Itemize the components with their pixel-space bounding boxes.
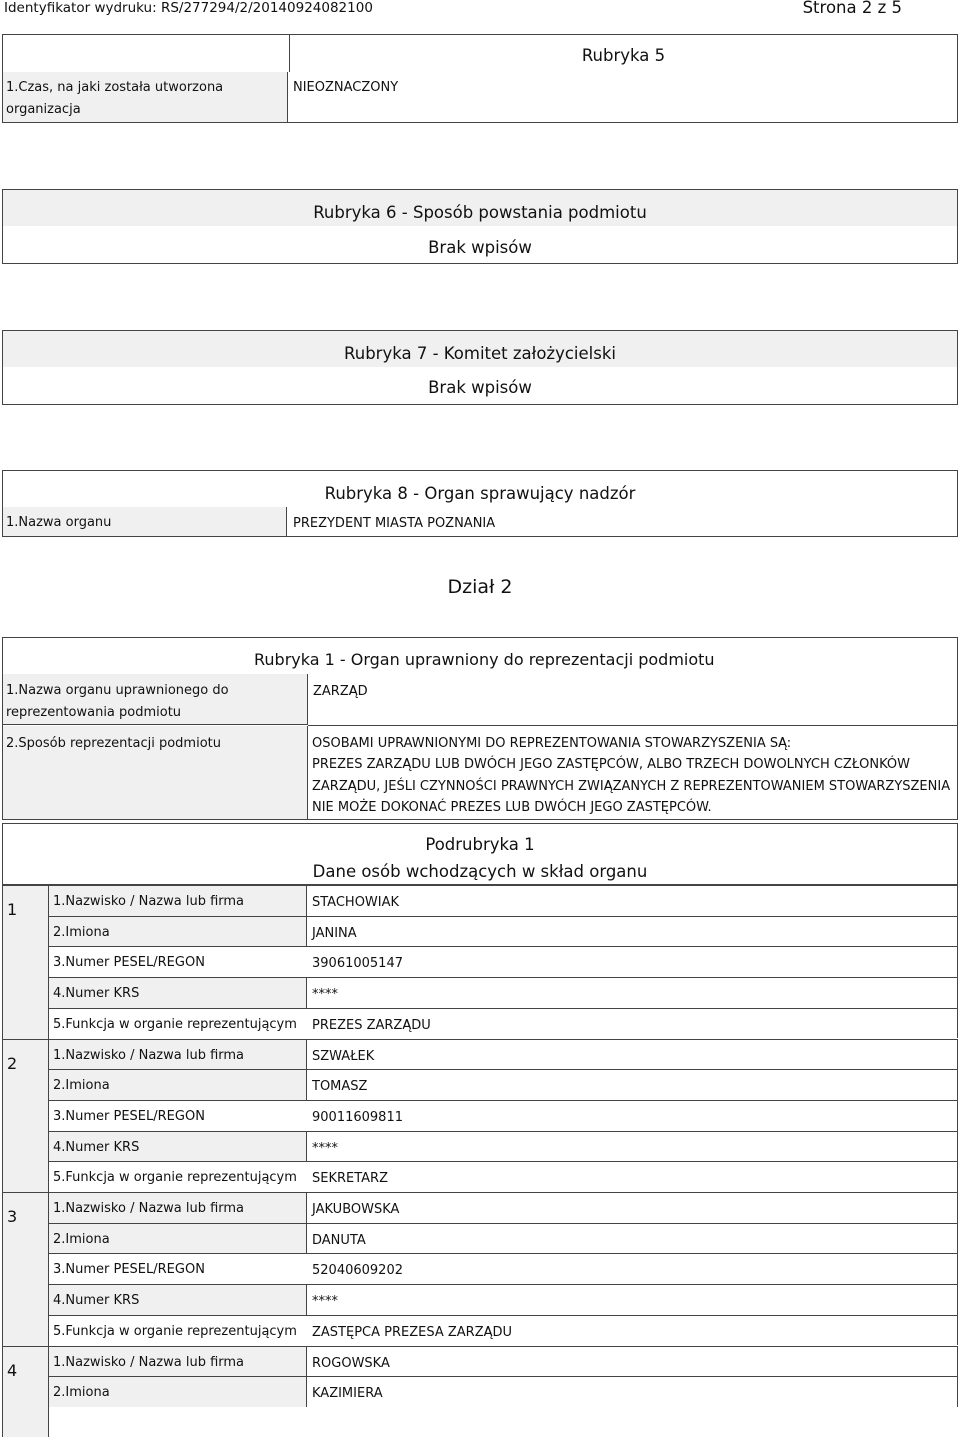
person-krs: **** [312,987,338,1003]
rubryka-7-title: Rubryka 7 - Komitet założycielski [344,344,616,363]
sposob-line-4: NIE MOŻE DOKONAĆ PREZES LUB DWÓCH JEGO ZASTĘPCÓW. [312,800,712,815]
person-nazwisko: ROGOWSKA [312,1355,390,1371]
label-cell-imiona [49,1070,307,1100]
table-row [49,1376,958,1407]
sposob-label-cell [3,726,308,819]
person-nazwisko: JAKUBOWSKA [312,1202,400,1217]
label-imiona: 2.Imiona [53,1385,110,1401]
person-pesel: 52040609202 [312,1263,403,1279]
rubryka-5-label-cell [3,72,288,122]
label-cell-krs [49,978,307,1008]
table-row [49,1253,958,1284]
d2-rubryka-1-header [2,637,958,674]
table-row [49,1284,958,1315]
table-row [49,1008,958,1039]
person-funkcja: SEKRETARZ [312,1171,389,1187]
person-number-cell [2,1346,49,1437]
rubryka-8-value: PREZYDENT MIASTA POZNANIA [293,516,496,531]
label-cell-krs [49,1285,307,1315]
person-funkcja: ZASTĘPCA PREZESA ZARZĄDU [312,1324,513,1340]
label-cell-imiona [49,1377,307,1407]
rubryka-7-body [2,367,958,405]
rubryka-7-header [2,330,958,368]
person-krs: **** [312,1140,338,1156]
person-number-cell [2,885,49,1039]
label-funkcja: 5.Funkcja w organie reprezentującym [53,1323,297,1339]
rubryka-8-label: 1.Nazwa organu [6,515,112,530]
table-row [49,916,958,947]
label-cell-krs [49,1132,307,1162]
rubryka-5-header [289,34,958,72]
table-row [49,1192,958,1223]
label-nazwisko: 1.Nazwisko / Nazwa lub firma [53,1201,245,1216]
label-cell-pesel [49,947,307,977]
person-imiona: KAZIMIERA [312,1386,383,1402]
person-krs: **** [312,1294,338,1310]
person-number-cell [2,1192,49,1346]
podrubryka-1-title: Podrubryka 1 [425,835,535,854]
sposob-line-3: ZARZĄDU, JEŚLI CZYNNOŚCI PRAWNYCH ZWIĄZANYCH Z REPREZENTOWANIEM STOWARZYSZENIA [312,779,951,794]
person-number-cell [2,1039,49,1193]
dzial-2-title: Dział 2 [447,576,513,598]
label-krs: 4.Numer KRS [53,1139,140,1155]
table-row [49,977,958,1008]
person-nazwisko: SZWAŁEK [312,1048,375,1064]
sposob-label: 2.Sposób reprezentacji podmiotu [6,736,221,751]
rubryka-8-label-cell [3,507,287,536]
label-cell-funkcja [49,1009,307,1039]
label-pesel: 3.Numer PESEL/REGON [53,955,205,971]
rubryka-5-title: Rubryka 5 [581,46,666,65]
label-cell-funkcja [49,1316,307,1346]
label-cell-imiona [49,917,307,947]
table-row [49,1223,958,1254]
label-funkcja: 5.Funkcja w organie reprezentującym [53,1170,297,1186]
label-nazwisko: 1.Nazwisko / Nazwa lub firma [53,1354,245,1370]
label-cell-pesel [49,1101,307,1131]
page-number: Strona 2 z 5 [802,0,902,17]
rubryka-7-empty: Brak wpisów [428,378,532,397]
person-number: 3 [7,1207,18,1226]
divider [308,725,958,726]
person-pesel: 90011609811 [312,1109,403,1125]
person-pesel: 39061005147 [312,956,403,972]
rubryka-8-title: Rubryka 8 - Organ sprawujący nadzór [324,484,636,503]
sposob-line-2: PREZES ZARZĄDU LUB DWÓCH JEGO ZASTĘPCÓW, ALBO TRZECH DOWOLNYCH CZŁONKÓW [312,757,911,772]
label-krs: 4.Numer KRS [53,1293,140,1309]
table-row [49,1346,958,1377]
label-pesel: 3.Numer PESEL/REGON [53,1262,205,1278]
person-funkcja: PREZES ZARZĄDU [312,1017,431,1033]
rubryka-5-label-line1: 1.Czas, na jaki została utworzona [6,80,224,95]
person-number: 1 [7,900,18,919]
table-row [49,1131,958,1162]
rubryka-6-header [2,189,958,227]
label-pesel: 3.Numer PESEL/REGON [53,1108,205,1124]
organ-label-line1: 1.Nazwa organu uprawnionego do [6,683,229,698]
label-nazwisko: 1.Nazwisko / Nazwa lub firma [53,894,245,909]
label-imiona: 2.Imiona [53,1231,110,1247]
person-imiona: DANUTA [312,1232,366,1248]
rubryka-5-label-line2: organizacja [6,102,81,117]
label-cell-nazwisko [49,886,307,916]
podrubryka-1-header [2,823,958,885]
label-cell-imiona [49,1224,307,1254]
sposob-line-1: OSOBAMI UPRAWNIONYMI DO REPREZENTOWANIA STOWARZYSZENIA SĄ: [312,736,792,751]
label-cell-nazwisko [49,1193,307,1223]
print-identifier: Identyfikator wydruku: RS/277294/2/20140924082100 [4,0,373,16]
table-row [49,885,958,916]
label-cell-nazwisko [49,1040,307,1070]
label-imiona: 2.Imiona [53,1078,110,1094]
rubryka-6-empty: Brak wpisów [428,238,532,257]
table-row [49,1039,958,1070]
rubryka-6-title: Rubryka 6 - Sposób powstania podmiotu [313,203,647,222]
rubryka-6-body [2,226,958,264]
label-krs: 4.Numer KRS [53,986,140,1002]
label-imiona: 2.Imiona [53,924,110,940]
table-row [49,1100,958,1131]
organ-label-line2: reprezentowania podmiotu [6,705,182,720]
label-cell-nazwisko [49,1347,307,1377]
person-number: 2 [7,1053,18,1073]
table-row [49,946,958,977]
person-imiona: JANINA [312,925,357,941]
podrubryka-1-subtitle: Dane osób wchodzących w skład organu [312,862,648,881]
organ-label-cell [3,674,308,725]
d2-rubryka-1-title: Rubryka 1 - Organ uprawniony do reprezentacji podmiotu [254,650,715,669]
person-nazwisko: STACHOWIAK [312,895,400,910]
table-row [49,1315,958,1346]
organ-value: ZARZĄD [313,684,368,699]
label-funkcja: 5.Funkcja w organie reprezentującym [53,1016,297,1032]
label-nazwisko: 1.Nazwisko / Nazwa lub firma [53,1047,245,1063]
label-cell-funkcja [49,1162,307,1192]
rubryka-5-value: NIEOZNACZONY [293,80,399,95]
person-number: 4 [7,1360,18,1380]
table-row [49,1161,958,1192]
table-row [49,1069,958,1100]
label-cell-pesel [49,1254,307,1284]
person-imiona: TOMASZ [312,1079,368,1095]
